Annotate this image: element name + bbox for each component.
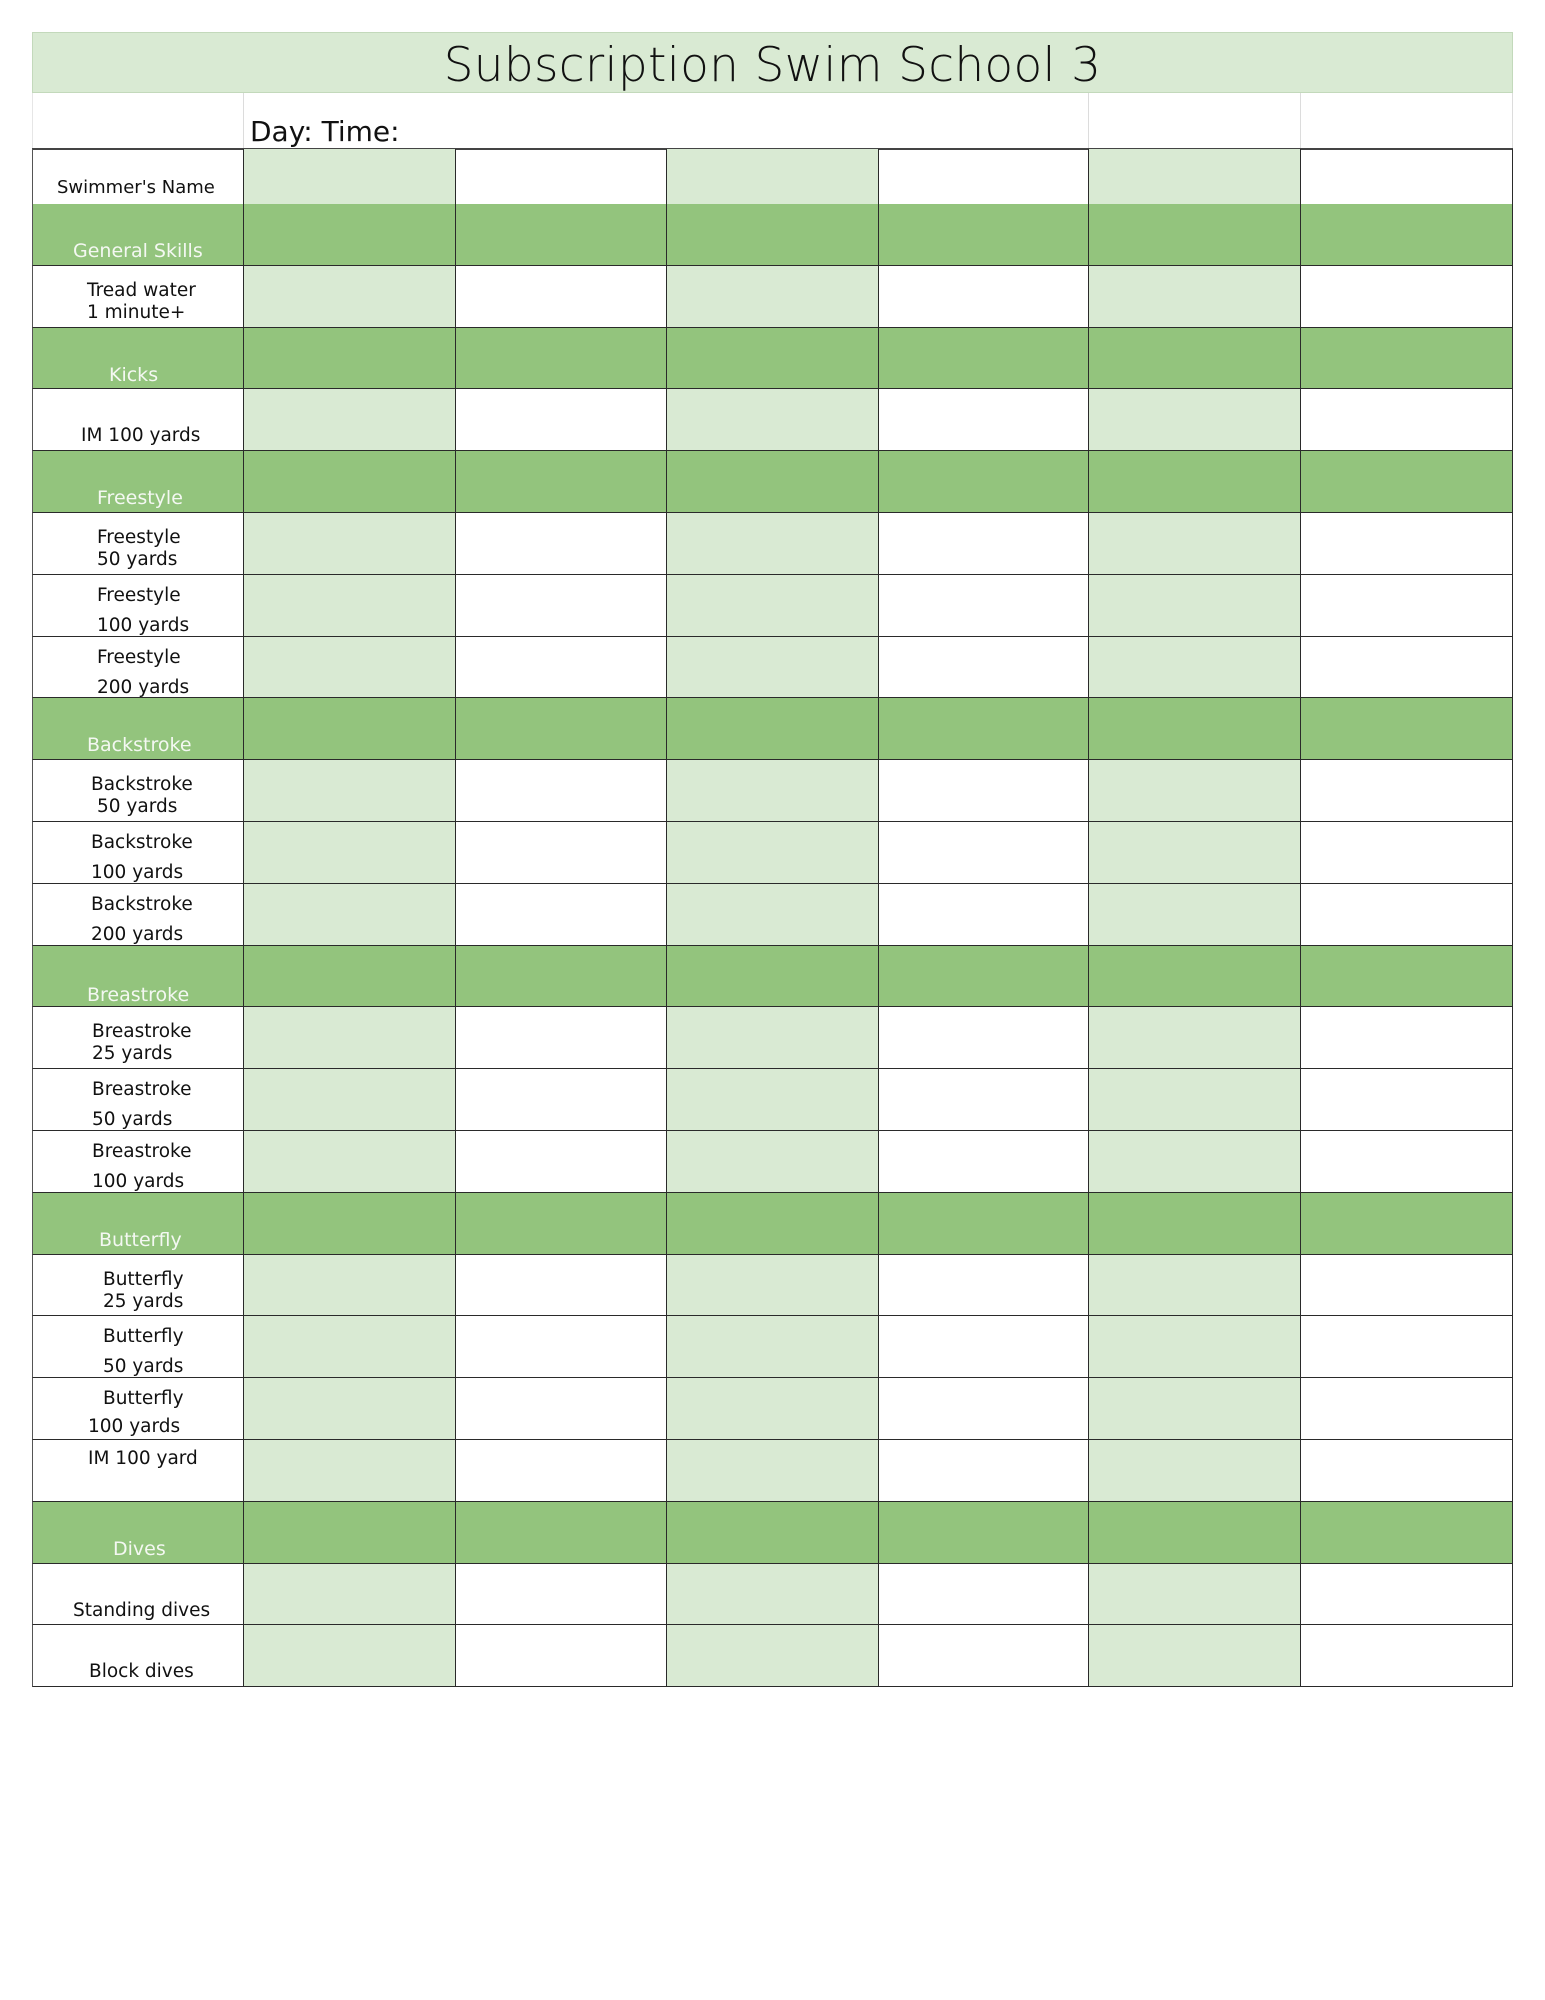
skill-check-cell[interactable] — [879, 389, 1089, 451]
skill-check-cell[interactable] — [667, 389, 879, 451]
skill-label-cell — [32, 760, 244, 822]
skill-row — [32, 1316, 1513, 1378]
skill-check-cell[interactable] — [1089, 1131, 1301, 1193]
skill-label-line: Freestyle — [97, 527, 181, 548]
skill-row — [32, 389, 1513, 451]
section-label-cell — [32, 698, 244, 760]
skill-check-cell[interactable] — [667, 1378, 879, 1440]
skill-label-line: Freestyle — [97, 584, 181, 606]
skill-check-cell[interactable] — [244, 822, 456, 884]
skill-row — [32, 575, 1513, 637]
section-header-cell[interactable] — [456, 1502, 667, 1564]
skill-row — [32, 1255, 1513, 1317]
skill-check-cell[interactable] — [667, 637, 879, 699]
section-label-cell — [32, 946, 244, 1008]
skill-row — [32, 760, 1513, 822]
skill-label-line: Butterfly — [103, 1326, 184, 1348]
skill-label-line: Standing dives — [73, 1599, 211, 1621]
section-header-cell[interactable] — [667, 328, 879, 390]
page-title: Subscription Swim School 3 — [443, 38, 1102, 93]
skill-check-cell[interactable] — [244, 1255, 456, 1317]
skill-check-cell[interactable] — [879, 266, 1089, 328]
section-header-cell[interactable] — [1089, 1193, 1301, 1255]
section-header-cell[interactable] — [1301, 698, 1513, 760]
skill-label-line: 200 yards — [91, 923, 184, 945]
section-header-cell[interactable] — [879, 698, 1089, 760]
skill-check-cell[interactable] — [1089, 760, 1301, 822]
section-header-cell[interactable] — [879, 1502, 1089, 1564]
skill-check-cell[interactable] — [879, 575, 1089, 637]
skill-check-cell[interactable] — [456, 760, 667, 822]
swimmer-name-label: Swimmer's Name — [57, 177, 215, 198]
section-header-cell[interactable] — [667, 1502, 879, 1564]
skill-check-cell[interactable] — [244, 760, 456, 822]
skill-check-cell[interactable] — [1301, 1625, 1513, 1687]
skill-check-cell[interactable] — [879, 1131, 1089, 1193]
section-header-cell[interactable] — [667, 946, 879, 1008]
skill-label-line: Breastroke — [92, 1079, 192, 1101]
skill-check-cell[interactable] — [1089, 1625, 1301, 1687]
skill-row — [32, 1007, 1513, 1069]
skill-check-cell[interactable] — [456, 575, 667, 637]
skill-label-line: Butterfly — [103, 1268, 184, 1290]
skill-check-cell[interactable] — [1089, 1255, 1301, 1317]
skill-check-cell[interactable] — [879, 1007, 1089, 1069]
skill-check-cell[interactable] — [667, 822, 879, 884]
skill-check-cell[interactable] — [244, 637, 456, 699]
skill-label-cell — [32, 513, 244, 575]
skill-check-cell[interactable] — [879, 637, 1089, 699]
skill-check-cell[interactable] — [879, 1440, 1089, 1502]
skill-row — [32, 1440, 1513, 1502]
swimmer-name-row — [32, 149, 1513, 205]
section-label-cell — [32, 1193, 244, 1255]
skill-check-cell[interactable] — [456, 884, 667, 946]
skill-check-cell[interactable] — [244, 1069, 456, 1131]
skill-check-cell[interactable] — [456, 637, 667, 699]
skill-check-cell[interactable] — [879, 1316, 1089, 1378]
section-header-cell[interactable] — [667, 204, 879, 266]
skill-check-cell[interactable] — [1089, 266, 1301, 328]
section-header-cell[interactable] — [667, 1193, 879, 1255]
skill-check-cell[interactable] — [456, 1255, 667, 1317]
skill-check-cell[interactable] — [667, 266, 879, 328]
skill-check-cell[interactable] — [1301, 884, 1513, 946]
skill-check-cell[interactable] — [667, 1255, 879, 1317]
skill-row — [32, 513, 1513, 575]
skill-check-cell[interactable] — [244, 1625, 456, 1687]
skill-check-cell[interactable] — [244, 575, 456, 637]
skill-check-cell[interactable] — [244, 1564, 456, 1626]
section-label-cell — [32, 1502, 244, 1564]
skill-check-cell[interactable] — [667, 1069, 879, 1131]
skill-check-cell[interactable] — [456, 1625, 667, 1687]
skill-label-cell — [32, 1440, 244, 1502]
skill-label-line: Breastroke — [92, 1141, 192, 1162]
skill-check-cell[interactable] — [456, 1378, 667, 1440]
skill-check-cell[interactable] — [244, 1007, 456, 1069]
skill-check-cell[interactable] — [456, 822, 667, 884]
skill-check-cell[interactable] — [879, 760, 1089, 822]
section-header-cell[interactable] — [244, 328, 456, 390]
skill-label-line: 1 minute+ — [87, 301, 186, 323]
skill-check-cell[interactable] — [667, 1440, 879, 1502]
skill-check-cell[interactable] — [1301, 513, 1513, 575]
section-header-cell[interactable] — [1089, 1502, 1301, 1564]
skill-label-cell — [32, 822, 244, 884]
skill-check-cell[interactable] — [667, 513, 879, 575]
skill-row — [32, 1069, 1513, 1131]
skill-check-cell[interactable] — [1301, 1131, 1513, 1193]
section-header-cell[interactable] — [1301, 1193, 1513, 1255]
skill-label-cell — [32, 884, 244, 946]
skill-check-cell[interactable] — [456, 513, 667, 575]
skill-label-line: IM 100 yards — [81, 425, 201, 447]
skill-row — [32, 1564, 1513, 1626]
section-header-row — [32, 204, 1513, 266]
skill-check-cell[interactable] — [667, 760, 879, 822]
skill-label-line: Block dives — [89, 1661, 194, 1683]
skill-check-cell[interactable] — [456, 1007, 667, 1069]
skill-check-cell[interactable] — [456, 1440, 667, 1502]
section-header-cell[interactable] — [667, 451, 879, 513]
skill-check-cell[interactable] — [1301, 1255, 1513, 1317]
skill-check-cell[interactable] — [456, 1564, 667, 1626]
skill-label-line: 50 yards — [92, 1109, 173, 1131]
skill-row — [32, 637, 1513, 699]
section-header-cell[interactable] — [244, 1502, 456, 1564]
section-header-row — [32, 1193, 1513, 1255]
section-header-cell[interactable] — [456, 1193, 667, 1255]
skill-check-cell[interactable] — [879, 1378, 1089, 1440]
section-header-cell[interactable] — [1089, 946, 1301, 1008]
skill-check-cell[interactable] — [667, 1564, 879, 1626]
skill-check-cell[interactable] — [879, 1255, 1089, 1317]
skill-check-cell[interactable] — [1089, 637, 1301, 699]
section-header-cell[interactable] — [879, 1193, 1089, 1255]
skill-row — [32, 266, 1513, 328]
skill-label-line: Backstroke — [91, 832, 193, 853]
skill-label-line: 100 yards — [91, 862, 184, 883]
day-row-blank-cell[interactable] — [32, 93, 244, 149]
skill-label-cell — [32, 1007, 244, 1069]
skill-check-cell[interactable] — [1301, 822, 1513, 884]
section-header-cell[interactable] — [244, 451, 456, 513]
skill-check-cell[interactable] — [1089, 389, 1301, 451]
title-band — [32, 32, 1513, 93]
section-header-cell[interactable] — [456, 698, 667, 760]
skill-label-cell — [32, 1255, 244, 1317]
section-header-cell[interactable] — [1089, 328, 1301, 390]
section-header-cell[interactable] — [456, 451, 667, 513]
skill-check-cell[interactable] — [1301, 389, 1513, 451]
skill-label-line: Backstroke — [91, 774, 193, 796]
skill-check-cell[interactable] — [1089, 1378, 1301, 1440]
skill-check-cell[interactable] — [1089, 575, 1301, 637]
skill-label-cell — [32, 1378, 244, 1440]
skill-check-cell[interactable] — [244, 266, 456, 328]
skill-check-cell[interactable] — [1301, 1316, 1513, 1378]
section-header-cell[interactable] — [244, 946, 456, 1008]
section-header-cell[interactable] — [879, 204, 1089, 266]
section-header-cell[interactable] — [1301, 946, 1513, 1008]
section-title: Butterfly — [99, 1228, 182, 1251]
section-header-cell[interactable] — [667, 698, 879, 760]
section-label-cell — [32, 204, 244, 266]
skill-check-cell[interactable] — [244, 1316, 456, 1378]
section-title: Kicks — [109, 363, 159, 386]
skill-check-cell[interactable] — [1089, 1316, 1301, 1378]
skill-check-cell[interactable] — [244, 513, 456, 575]
skill-check-cell[interactable] — [244, 389, 456, 451]
skill-check-cell[interactable] — [879, 1069, 1089, 1131]
section-header-cell[interactable] — [244, 1193, 456, 1255]
skill-check-cell[interactable] — [1301, 1069, 1513, 1131]
skill-check-cell[interactable] — [244, 1440, 456, 1502]
section-header-cell[interactable] — [1089, 451, 1301, 513]
section-title: Breastroke — [87, 983, 190, 1006]
skill-check-cell[interactable] — [1301, 1378, 1513, 1440]
skill-check-cell[interactable] — [667, 1007, 879, 1069]
section-header-cell[interactable] — [456, 204, 667, 266]
skill-check-cell[interactable] — [1089, 1440, 1301, 1502]
skill-check-cell[interactable] — [879, 1625, 1089, 1687]
section-title: General Skills — [73, 240, 203, 262]
skill-check-cell[interactable] — [1089, 1564, 1301, 1626]
swimmer-name-input-1[interactable] — [244, 149, 456, 205]
swimmer-name-input-2[interactable] — [456, 149, 667, 205]
section-header-cell[interactable] — [244, 698, 456, 760]
section-label-cell — [32, 451, 244, 513]
section-header-row — [32, 946, 1513, 1008]
skill-check-cell[interactable] — [1301, 760, 1513, 822]
section-title: Dives — [113, 1537, 166, 1560]
skill-check-cell[interactable] — [244, 1131, 456, 1193]
skill-label-cell — [32, 1131, 244, 1193]
skill-row — [32, 822, 1513, 884]
skill-label-line: Breastroke — [92, 1021, 192, 1043]
section-header-row — [32, 1502, 1513, 1564]
skill-check-cell[interactable] — [1089, 822, 1301, 884]
skill-label-line: 200 yards — [97, 676, 190, 698]
section-header-row — [32, 698, 1513, 760]
skill-check-cell[interactable] — [456, 266, 667, 328]
skill-check-cell[interactable] — [667, 884, 879, 946]
skill-check-cell[interactable] — [667, 1625, 879, 1687]
day-row-cell-6[interactable] — [1089, 93, 1301, 149]
swimmer-name-input-3[interactable] — [667, 149, 879, 205]
skill-check-cell[interactable] — [879, 884, 1089, 946]
skill-label-line: 25 yards — [103, 1290, 184, 1312]
skill-label-cell — [32, 1069, 244, 1131]
skill-check-cell[interactable] — [667, 575, 879, 637]
section-header-cell[interactable] — [1301, 451, 1513, 513]
swimmer-name-input-4[interactable] — [879, 149, 1089, 205]
skill-check-cell[interactable] — [1089, 513, 1301, 575]
skill-label-cell — [32, 1625, 244, 1687]
section-header-cell[interactable] — [244, 204, 456, 266]
skill-check-cell[interactable] — [1301, 1564, 1513, 1626]
section-header-cell[interactable] — [1089, 204, 1301, 266]
skill-label-cell — [32, 637, 244, 699]
skill-check-cell[interactable] — [1301, 1007, 1513, 1069]
skill-row — [32, 1131, 1513, 1193]
skill-label-cell — [32, 1316, 244, 1378]
skill-label-line: 50 yards — [97, 549, 178, 570]
skill-check-cell[interactable] — [456, 1131, 667, 1193]
skill-check-cell[interactable] — [1301, 1440, 1513, 1502]
skill-check-cell[interactable] — [1301, 637, 1513, 699]
skill-check-cell[interactable] — [456, 389, 667, 451]
skill-check-cell[interactable] — [879, 513, 1089, 575]
swimmer-name-label-cell — [32, 149, 244, 205]
skill-label-line: 100 yards — [92, 1171, 185, 1192]
swimmer-name-input-5[interactable] — [1089, 149, 1301, 205]
day-time-cell[interactable] — [244, 93, 1089, 149]
skill-check-cell[interactable] — [879, 822, 1089, 884]
skill-label-line: Butterfly — [103, 1388, 184, 1410]
skill-check-cell[interactable] — [879, 1564, 1089, 1626]
skill-label-cell — [32, 389, 244, 451]
skill-check-cell[interactable] — [667, 1131, 879, 1193]
section-header-cell[interactable] — [456, 946, 667, 1008]
section-header-cell[interactable] — [879, 451, 1089, 513]
section-header-cell[interactable] — [879, 946, 1089, 1008]
section-title: Backstroke — [87, 734, 192, 757]
skill-label-line: Freestyle — [97, 646, 181, 668]
skill-check-cell[interactable] — [1301, 266, 1513, 328]
skill-check-cell[interactable] — [667, 1316, 879, 1378]
skill-check-cell[interactable] — [1089, 884, 1301, 946]
section-header-row — [32, 451, 1513, 513]
skill-row — [32, 1378, 1513, 1440]
section-title: Freestyle — [97, 487, 183, 510]
skill-label-line: 100 yards — [97, 614, 190, 636]
skill-label-line: 50 yards — [97, 796, 178, 818]
skill-label-line: Backstroke — [91, 893, 193, 915]
skill-check-cell[interactable] — [456, 1069, 667, 1131]
skill-row — [32, 884, 1513, 946]
section-header-row — [32, 328, 1513, 390]
skill-label-line: 25 yards — [92, 1043, 173, 1065]
skill-check-cell[interactable] — [1089, 1007, 1301, 1069]
skill-check-cell[interactable] — [456, 1316, 667, 1378]
section-header-cell[interactable] — [1301, 1502, 1513, 1564]
skill-label-line: Tread water — [87, 279, 196, 301]
skill-check-cell[interactable] — [244, 884, 456, 946]
day-time-label: Day: Time: — [250, 115, 400, 148]
skill-label-line: 100 yards — [88, 1416, 181, 1438]
section-label-cell — [32, 328, 244, 390]
skill-row — [32, 1625, 1513, 1687]
skill-check-cell[interactable] — [244, 1378, 456, 1440]
day-time-row — [32, 93, 1513, 149]
skill-check-cell[interactable] — [1301, 575, 1513, 637]
skill-label-cell — [32, 266, 244, 328]
day-row-cell-7[interactable] — [1301, 93, 1513, 149]
section-header-cell[interactable] — [879, 328, 1089, 390]
section-header-cell[interactable] — [456, 328, 667, 390]
skill-label-cell — [32, 1564, 244, 1626]
section-header-cell[interactable] — [1089, 698, 1301, 760]
skill-label-cell — [32, 575, 244, 637]
swimmer-name-input-6[interactable] — [1301, 149, 1513, 205]
skill-label-line: 50 yards — [103, 1356, 184, 1378]
skill-check-cell[interactable] — [1089, 1069, 1301, 1131]
skill-label-line: IM 100 yard — [88, 1448, 198, 1469]
section-header-cell[interactable] — [1301, 328, 1513, 390]
section-header-cell[interactable] — [1301, 204, 1513, 266]
